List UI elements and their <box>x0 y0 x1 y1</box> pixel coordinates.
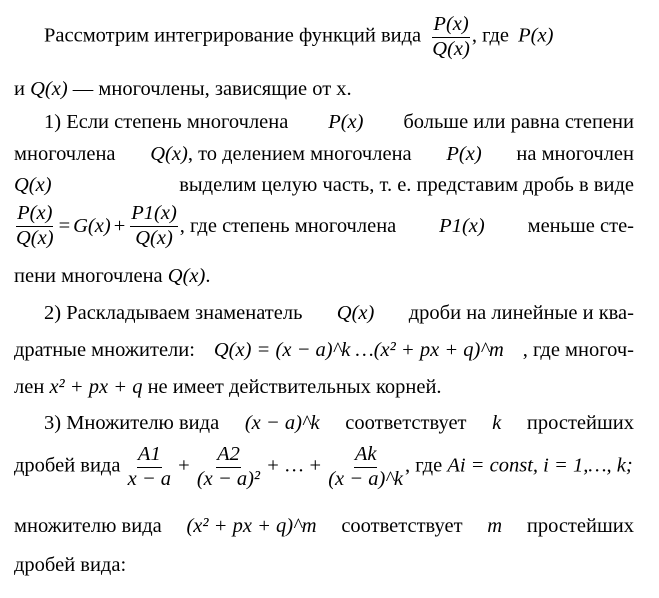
item3-l1-b: соответствует <box>345 412 467 434</box>
item3-l2-b: , где <box>405 454 443 477</box>
intro-line-1 <box>44 14 553 60</box>
item1-line-3 <box>14 175 634 196</box>
item3-dots: + … + <box>267 454 322 477</box>
item3-line-1 <box>44 413 634 434</box>
item1-l3-q: Q(x) <box>14 174 52 196</box>
item3-l2-cond: Ai = const, i = 1,…, k; <box>447 454 633 477</box>
item2-line-1 <box>44 303 634 324</box>
intro-text-start: Рассмотрим интегрирование функций вида <box>44 24 422 47</box>
item2-l1-b: дроби на линейные и ква- <box>408 302 634 324</box>
item1-l1-p: P(x) <box>328 111 364 133</box>
item3-fraction-1-num: A1 <box>137 444 162 468</box>
intro-line2-rest: — многочлены, зависящие от x. <box>72 78 352 100</box>
item3-l4: дробей вида: <box>14 554 127 576</box>
item2-line-2 <box>14 340 634 361</box>
item1-l3-b: выделим целую часть, т. е. представим дробь в виде <box>179 174 634 196</box>
item1-rhs-num: P1(x) <box>130 203 178 227</box>
item1-l4-b: , где степень многочлена <box>179 214 397 237</box>
item1-eq: = <box>58 214 71 237</box>
item3-fraction-1-den: x − a <box>127 467 172 490</box>
item1-l4-p1: P1(x) <box>439 214 485 237</box>
item3-l1-c: простейших <box>526 412 634 434</box>
item3-fraction-1 <box>128 444 171 490</box>
item2-l1-a: 2) Раскладываем знаменатель <box>44 302 303 324</box>
intro-q-expr: Q(x) <box>30 78 68 100</box>
item1-l4-c: меньше сте- <box>527 214 634 237</box>
item3-line-2: дробей вида $\frac{A1}{x - a}$ + $\frac{A2}{\text{(x − a)²}}$ + … + $\frac{Ak}{(x - a)\^{}k}$ , где Ai = const, i = 1,…, k; <box>14 443 633 490</box>
item1-rhs-fraction <box>130 203 178 249</box>
item1-l2-p: P(x) <box>446 143 482 165</box>
item2-l3-a: лен <box>14 376 45 398</box>
intro-where: , где <box>471 24 510 47</box>
item1-l5-end: . <box>205 265 211 287</box>
item3-fraction-2-den: (x − a)² <box>196 467 261 490</box>
item3-l3-factor: (x² + px + q)^m <box>186 515 317 537</box>
item1-line-1 <box>44 112 634 133</box>
item3-fraction-k <box>328 444 403 490</box>
item3-l1-factor: (x − a)^k <box>244 412 320 434</box>
item3-fraction-2 <box>197 444 260 490</box>
item1-line-5 <box>14 266 210 287</box>
item2-l3-b: не имеет действительных корней. <box>147 376 442 398</box>
item2-line-3 <box>14 377 442 398</box>
item2-l2-formula: Q(x) = (x − a)^k …(x² + px + q)^m <box>213 339 504 361</box>
intro-fraction-numerator: P(x) <box>432 14 469 38</box>
item1-g: G(x) <box>73 214 111 237</box>
item1-lhs-fraction <box>16 203 54 249</box>
item1-l1-a: 1) Если степень многочлена <box>44 111 289 133</box>
item1-lhs-num: P(x) <box>16 203 53 227</box>
item1-plus: + <box>113 214 126 237</box>
item3-fraction-2-num: A2 <box>216 444 241 468</box>
item3-l3-a: множителю вида <box>14 515 162 537</box>
intro-p-expr: P(x) <box>518 24 554 47</box>
item1-l2-q: Q(x) <box>150 143 188 165</box>
item3-l3-m: m <box>487 515 503 537</box>
item3-line-4 <box>14 555 126 576</box>
intro-line-2 <box>14 79 352 100</box>
item1-l2-a: многочлена <box>14 143 116 165</box>
item3-fraction-k-den: (x − a)^k <box>328 467 404 490</box>
intro-fraction-denominator: Q(x) <box>432 37 470 60</box>
item1-l2-b: , то делением многочлена <box>187 143 412 165</box>
item3-fraction-k-num: Ak <box>354 444 378 468</box>
item1-line-4 <box>14 203 634 249</box>
item1-rhs-den: Q(x) <box>135 226 173 249</box>
item2-l1-q: Q(x) <box>336 302 375 324</box>
item3-l3-c: простейших <box>526 515 634 537</box>
item3-line-3 <box>14 516 634 537</box>
item3-l2-a: дробей вида <box>14 454 121 477</box>
item1-l1-b: больше или равна степени <box>403 111 634 133</box>
item2-l2-a: дратные множители: <box>14 339 195 361</box>
item1-l5-q: Q(x) <box>167 265 206 287</box>
item3-l1-a: 3) Множителю вида <box>44 412 220 434</box>
intro-fraction <box>432 14 470 60</box>
item1-lhs-den: Q(x) <box>16 226 54 249</box>
item2-l3-poly: x² + px + q <box>49 376 143 398</box>
item1-l2-c: на многочлен <box>516 143 634 165</box>
item3-l1-k: k <box>492 412 502 434</box>
item1-l5-a: пени многочлена <box>14 265 163 287</box>
item2-l2-b: , где многоч- <box>522 339 634 361</box>
item3-l3-b: соответствует <box>341 515 463 537</box>
item1-formula <box>14 203 396 249</box>
intro-and: и <box>14 78 25 100</box>
item1-line-2 <box>14 144 634 165</box>
